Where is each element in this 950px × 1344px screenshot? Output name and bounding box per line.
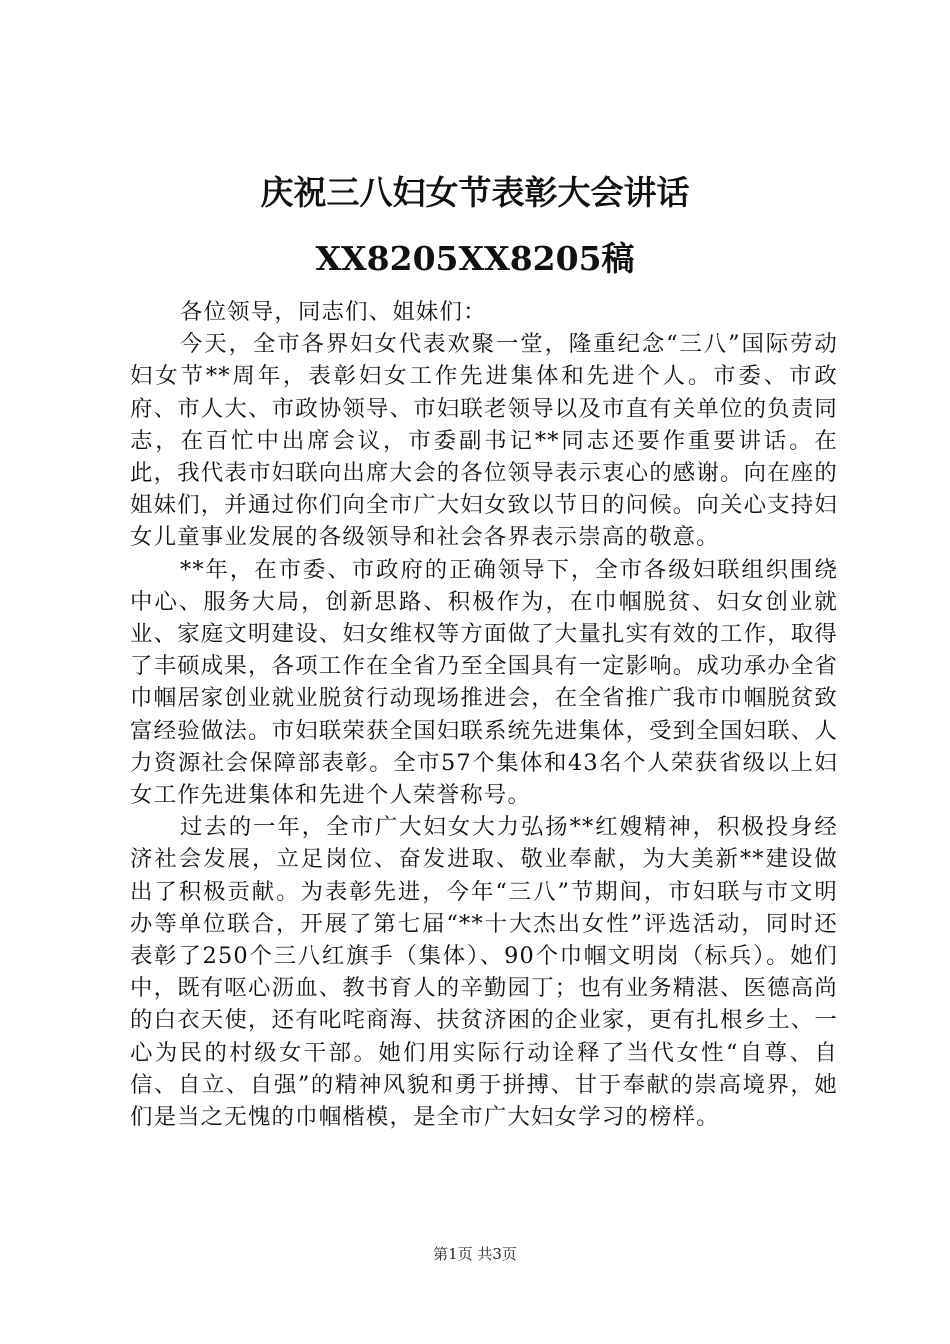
paragraph: 今天，全市各界妇女代表欢聚一堂，隆重纪念“三八”国际劳动妇女节**周年，表彰妇女工作先进集体和先进个人。市委、市政府、市人大、市政协领导、市妇联老领导以及市直有关单位的负责同志，在百忙中出席会议，市委副书记**同志还要作重要讲话。在此，我代表市妇联向出席大会的各位领导表示衷心的感谢。向在座的姐妹们，并通过你们向全市广大妇女致以节日的问候。向关心支持妇女儿童事业发展的各级领导和社会各界表示崇高的敬意。 bbox=[130, 331, 838, 551]
page-footer: 第1页 共3页 bbox=[433, 1245, 517, 1263]
document-title: 庆祝三八妇女节表彰大会讲话XX8205XX8205稿 bbox=[260, 173, 690, 278]
paragraph: **年，在市委、市政府的正确领导下，全市各级妇联组织围绕中心、服务大局，创新思路、积极作为，在巾帼脱贫、妇女创业就业、家庭文明建设、妇女维权等方面做了大量扎实有效的工作，取得了丰硕成果，各项工作在全省乃至全国具有一定影响。成功承办全省巾帼居家创业就业脱贫行动现场推进会，在全省推广我市巾帼脱贫致富经验做法。市妇联荣获全国妇联系统先进集体，受到全国妇联、人力资源社会保障部表彰。全市57个集体和43名个人荣获省级以上妇女工作先进集体和先进个人荣誉称号。 bbox=[130, 556, 838, 809]
document-body bbox=[130, 296, 838, 1133]
salutation: 各位领导，同志们、姐妹们： bbox=[180, 299, 487, 325]
paragraph: 过去的一年，全市广大妇女大力弘扬**红嫂精神，积极投身经济社会发展，立足岗位、奋发进取、敬业奉献，为大美新**建设做出了积极贡献。为表彰先进，今年“三八”节期间，市妇联与市文明办等单位联合，开展了第七届“**十大杰出女性”评选活动，同时还表彰了250个三八红旗手（集体）、90个巾帼文明岗（标兵）。她们中，既有呕心沥血、教书育人的辛勤园丁；也有业务精湛、医德高尚的白衣天使，还有叱咤商海、扶贫济困的企业家，更有扎根乡土、一心为民的村级女干部。她们用实际行动诠释了当代女性“自尊、自信、自立、自强”的精神风貌和勇于拼搏、甘于奉献的崇高境界，她们是当之无愧的巾帼楷模，是全市广大妇女学习的榜样。 bbox=[130, 814, 838, 1131]
